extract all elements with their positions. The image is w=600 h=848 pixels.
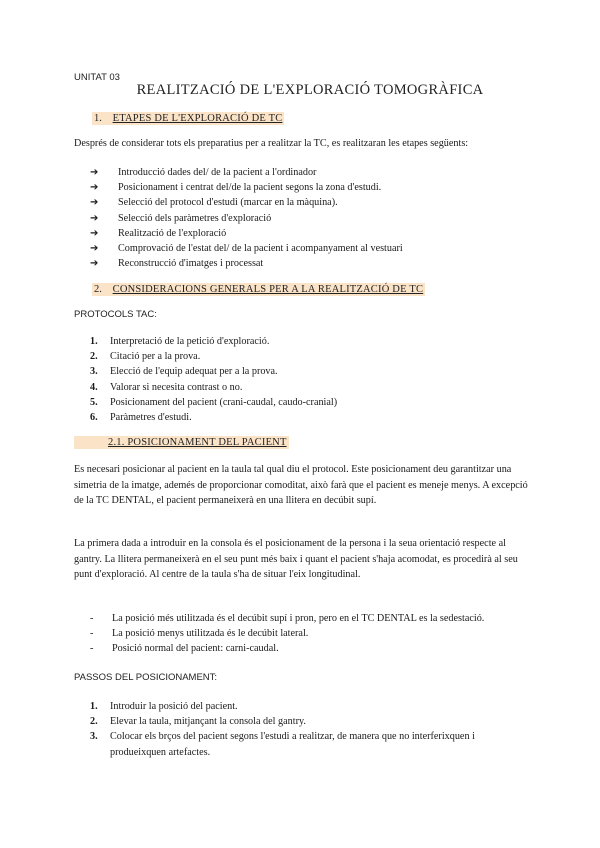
stage-text: Realització de l'exploració <box>118 227 227 239</box>
stage-text: Comprovació de l'estat del/ de la pacient i acompanyament al vestuari <box>118 243 403 255</box>
protocol-number: 2. <box>90 351 98 363</box>
step-item <box>90 699 530 714</box>
step-item <box>90 729 530 759</box>
dash-bullet: - <box>90 643 94 655</box>
stage-item <box>90 241 403 256</box>
step-number: 3. <box>90 731 98 743</box>
protocol-number: 3. <box>90 366 98 378</box>
protocol-item <box>90 410 337 425</box>
position-bullet-text: La posició menys utilitzada és le decúbit lateral. <box>112 628 309 640</box>
section-1-highlight <box>92 112 284 125</box>
section-1-title: ETAPES DE L'EXPLORACIÓ DE TC <box>112 113 283 124</box>
protocol-number: 6. <box>90 412 98 424</box>
dash-bullet: - <box>90 628 94 640</box>
step-text: Colocar els brços del pacient segons l'estudi a realitzar, de manera que no interferixquen i produeixquen artefactes. <box>110 731 475 758</box>
positioning-steps <box>90 699 530 760</box>
stage-item <box>90 256 403 271</box>
arrow-right-icon: ➔ <box>90 182 99 194</box>
protocol-text: Elecció de l'equip adequat per a la prova. <box>110 366 278 378</box>
position-bullet-text: La posició més utilitzada és el decúbit supí i pron, pero en el TC DENTAL es la sedestació. <box>112 613 485 624</box>
protocol-text: Paràmetres d'estudi. <box>110 412 192 424</box>
stage-text: Posicionament i centrat del/de la pacient segons la zona d'estudi. <box>118 182 382 194</box>
protocol-item <box>90 395 337 410</box>
protocol-item <box>90 349 337 364</box>
stage-item <box>90 211 403 226</box>
steps-label: PASSOS DEL POSICIONAMENT: <box>74 672 218 683</box>
stage-item <box>90 195 403 210</box>
protocols-list <box>90 334 337 425</box>
section-2-title: CONSIDERACIONS GENERALS PER A LA REALITZACIÓ DE TC <box>112 284 424 295</box>
protocol-number: 5. <box>90 396 98 408</box>
protocol-number: 1. <box>90 336 98 347</box>
section-2-1-title: 2.1. POSICIONAMENT DEL PACIENT <box>108 437 287 448</box>
section-1-intro: Després de considerar tots els preparatius per a realitzar la TC, es realitzaran les etapes següents: <box>74 138 469 149</box>
stages-list <box>90 165 403 271</box>
unit-label: UNITAT 03 <box>74 72 120 83</box>
document-title: REALITZACIÓ DE L'EXPLORACIÓ TOMOGRÀFICA <box>136 82 484 98</box>
section-2-number: 2. <box>94 284 102 295</box>
section-2-heading <box>92 284 425 295</box>
stage-item <box>90 165 403 180</box>
protocols-label: PROTOCOLS TAC: <box>74 309 157 320</box>
step-number: 1. <box>90 701 98 712</box>
position-bullet <box>90 626 484 641</box>
arrow-right-icon: ➔ <box>90 243 99 255</box>
section-1-number: 1. <box>94 113 102 124</box>
protocol-item <box>90 364 337 379</box>
section-2-highlight <box>92 283 425 296</box>
position-bullet <box>90 641 484 656</box>
protocol-item <box>90 334 337 349</box>
stage-item <box>90 180 403 195</box>
stage-item <box>90 226 403 241</box>
stage-text: Selecció dels paràmetres d'exploració <box>118 212 272 224</box>
protocol-text: Interpretació de la petició d'exploració. <box>110 336 270 347</box>
arrow-right-icon: ➔ <box>90 197 99 209</box>
stage-text: Selecció del protocol d'estudi (marcar en la màquina). <box>118 197 338 209</box>
arrow-right-icon: ➔ <box>90 227 99 239</box>
position-bullets <box>90 611 484 657</box>
section-2-1-paragraph-2: La primera dada a introduir en la consola és el posicionament de la persona i la seua orientació respecte al gantry. La llitera permaneixerà en el seu punt més baix i quant el pacient s'haja acomodat, es procedirà al seu punt d'exploració. Al centre de la taula s'ha de situar l'eix longitudinal. <box>74 538 518 580</box>
step-number: 2. <box>90 716 98 728</box>
arrow-right-icon: ➔ <box>90 167 99 178</box>
section-2-1-highlight <box>74 436 289 449</box>
section-2-1-heading <box>74 437 289 448</box>
protocol-text: Posicionament del pacient (crani-caudal, caudo-cranial) <box>110 396 338 408</box>
protocol-text: Citació per a la prova. <box>110 351 201 363</box>
protocol-item <box>90 380 337 395</box>
stage-text: Introducció dades del/ de la pacient a l'ordinador <box>118 167 317 178</box>
stage-text: Reconstrucció d'imatges i processat <box>118 258 264 270</box>
position-bullet-text: Posició normal del pacient: carni-caudal. <box>112 643 279 655</box>
position-bullet <box>90 611 484 626</box>
step-text: Elevar la taula, mitjançant la consola del gantry. <box>110 716 306 728</box>
step-item <box>90 714 530 729</box>
dash-bullet: - <box>90 613 94 624</box>
arrow-right-icon: ➔ <box>90 212 99 224</box>
protocol-number: 4. <box>90 381 98 393</box>
section-2-1-paragraph-1: Es necesari posicionar al pacient en la taula tal qual diu el protocol. Este posicionament deu garantitzar una simetria de la imatge, ademés de proporcionar comoditat, això farà que el pacient es meneje menys. A excepció de la TC DENTAL, el pacient permaneixerà en una llitera en decúbit supí. <box>74 464 528 506</box>
protocol-text: Valorar si necesita contrast o no. <box>110 381 243 393</box>
arrow-right-icon: ➔ <box>90 258 99 270</box>
step-text: Introduir la posició del pacient. <box>110 701 238 712</box>
section-1-heading <box>92 113 284 124</box>
